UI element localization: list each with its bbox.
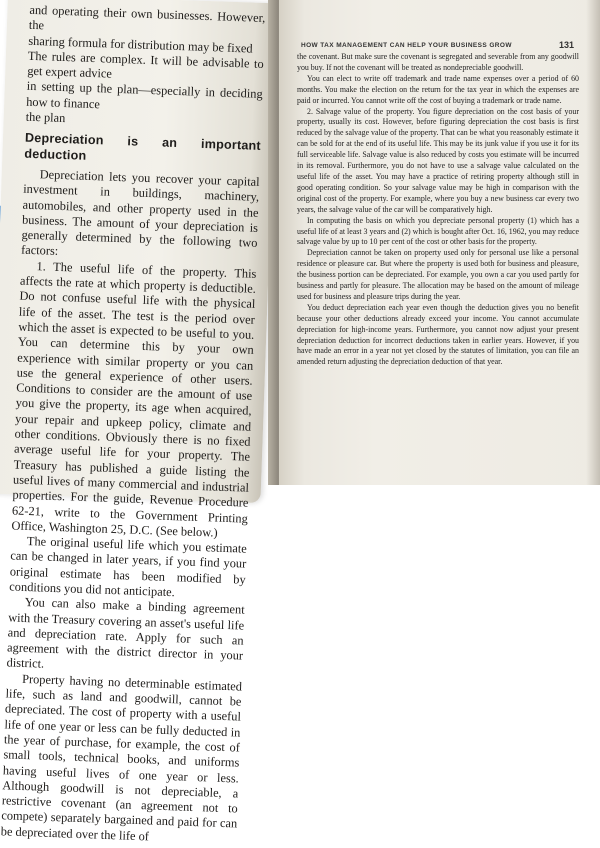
left-paragraph-1: Depreciation lets you recover your capital investment in buildings, machinery, automobiles, and other property used in the business. The amount of your depreciation is generally determined by the following two factors: xyxy=(20,167,260,259)
right-paragraph-4: In computing the basis on which you depreciate personal property (1) which has a useful life of at least 3 years and (2) which is bought after Oct. 16, 1962, you may reduce salvage value by up to 10 per cent of the cost or other basis for the property. xyxy=(297,215,579,247)
section-heading: Depreciation is an important deduction xyxy=(24,131,262,163)
right-paragraph-5: Depreciation cannot be taken on property used only for personal use like a personal residence or pleasure car. But where the property is used both for business and pleasure, the business portion can be depreciated. For example, you own a car you used partly for business and partly for pleasure. The allocation may be based on the amount of mileage used for business and pleasure trips during the year. xyxy=(297,248,579,301)
left-paragraph-4: You can also make a binding agreement with the Treasury covering an asset's useful life and depreciation rate. Apply for such an agreement with the district director in your district. xyxy=(6,595,245,672)
left-top-line-1: and operating their own businesses. However, the xyxy=(28,2,266,33)
left-page-text xyxy=(0,3,265,848)
right-paragraph-6: You deduct depreciation each year even though the deduction gives you no benefit because your other deductions already exceed your income. You cannot accumulate depreciation for high-income years. Furthermore, you cannot now adjust your present depreciation deduction for incorrect deductions taken in earlier years. However, if you have made an error in a year not yet closed by the statutes of limitation, you can file an amended return adjusting the depreciation deduction of that year. xyxy=(297,302,579,367)
left-top-line-4: in setting up the plan—especially in deciding how to finance xyxy=(26,79,263,112)
running-head: HOW TAX MANAGEMENT CAN HELP YOUR BUSINESS GROW xyxy=(301,42,512,49)
right-paragraph-1: the covenant. But make sure the covenant is segregated and severable from any goodwill you buy. If not the covenant will be treated as nondepreciable goodwill. xyxy=(297,52,579,72)
left-top-line-5: the plan xyxy=(25,109,66,126)
left-page xyxy=(0,0,278,844)
right-page xyxy=(279,0,600,485)
right-paragraph-3: 2. Salvage value of the property. You figure depreciation on the cost basis of your property, usually its cost. However, before figuring depreciation the cost basis is first reduced by the salvage value of the property. That can be what you reasonably estimate it can be sold for at the end of its useful life. This may be its junk value if you use it for its full serviceable life. Salvage value is also reduced by costs you estimate will be incurred in its removal. Furthermore, you do not have to use a salvage value calculated on the useful life of the asset. You may have a practice of retiring property although still in good operating condition. So your salvage value may be high in comparison with the original cost of the property. For example, where you buy a new business car every two years, the salvage value of the car will be comparatively high. xyxy=(297,106,579,214)
right-paragraph-2: You can elect to write off trademark and trade name expenses over a period of 60 months. You make the election on the return for the tax year in which the expenses are paid or incurred. You cannot write off the cost of buying a trademark or trade name. xyxy=(297,73,579,105)
left-paragraph-3: The original useful life which you estimate can be changed in later years, if you find your original estimate has been modified by conditions you did not anticipate. xyxy=(9,534,248,600)
left-paragraph-5: Property having no determinable estimated life, such as land and goodwill, cannot be depreciated. The cost of property with a useful life of one year or less can be fully deducted in the year of purchase, for example, the cost of small tools, technical books, and uniforms having useful lives of one year or less. Although goodwill is not depreciable, a restrictive covenant (an agreement not to compete) separately bargained and paid for can be depreciated over the life of xyxy=(0,671,243,844)
right-page-text xyxy=(297,52,579,368)
left-top-line-3: The rules are complex. It will be advisable to get expert advice xyxy=(27,48,264,81)
page-number: 131 xyxy=(559,40,575,50)
left-paragraph-2: 1. The useful life of the property. This affects the rate at which property is deductible. Do not confuse useful life with the physical life of the asset. The test is the period over which the asset is expected to be useful to you. You can determine this by your own experience with similar property or you can use the general experience of other users. Conditions to consider are the amount of use you give the property, its age when acquired, your repair and upkeep policy, climate and other conditions. Obviously there is no fixed average useful life for your property. The Treasury has published a guide listing the useful lives of many commercial and industrial properties. For the guide, Revenue Procedure 62-21, write to the Government Printing Office, Washington 25, D.C. (See below.) xyxy=(11,258,257,540)
left-top-line-2: sharing formula for distribution may be fixed xyxy=(28,33,253,56)
